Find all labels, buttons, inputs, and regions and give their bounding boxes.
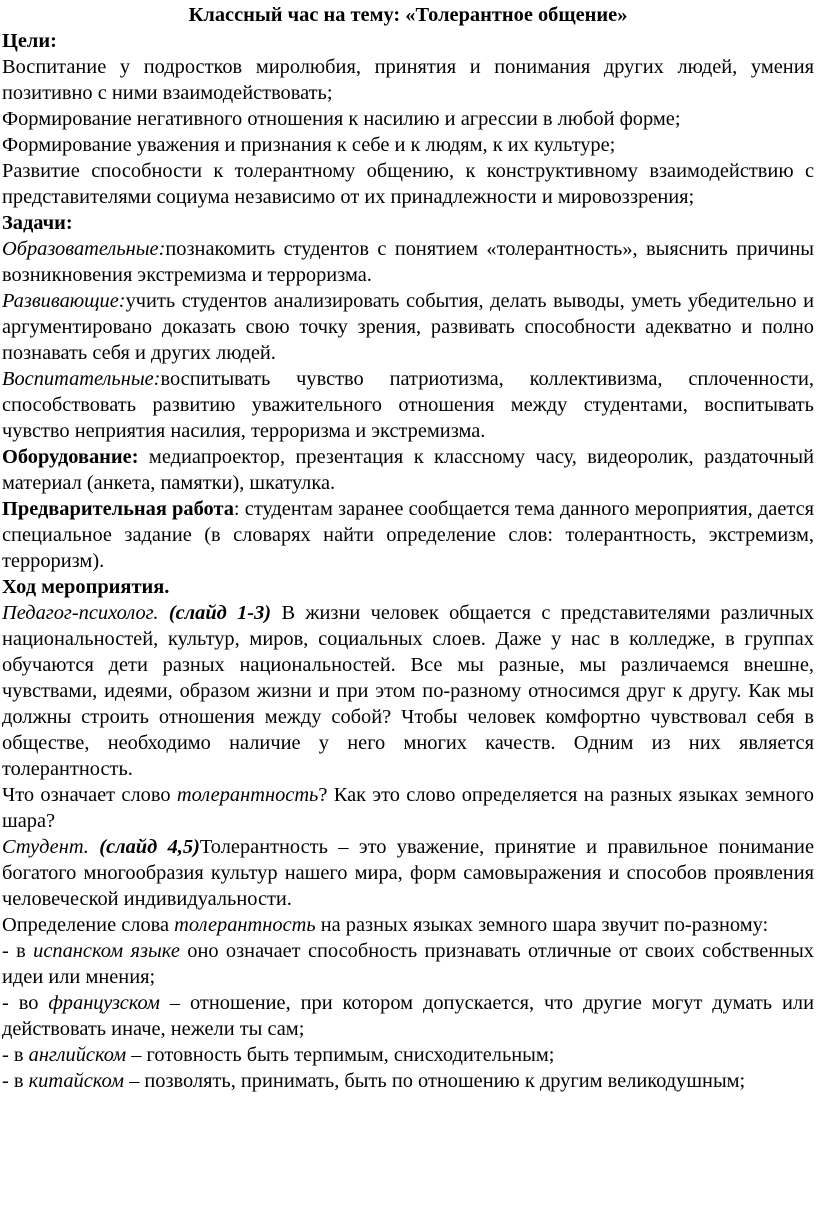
paragraph-text: Определение слова [2, 914, 175, 936]
task-educational [2, 236, 814, 288]
task-text: воспитывать чувство патриотизма, коллективизма, сплоченности, способствовать развитию уважительного отношения между студентами, воспитывать чувство неприятия насилия, терроризма и экстремизма. [2, 368, 814, 442]
language-name: испанском языке [33, 940, 180, 962]
student-paragraph [2, 834, 814, 912]
definition-intro-paragraph [2, 912, 814, 938]
paragraph-text: ? Как это слово определяется на разных языках земного шара? [2, 784, 814, 832]
task-label: Развивающие: [2, 290, 126, 312]
question-paragraph [2, 782, 814, 834]
language-name: английском [28, 1044, 127, 1066]
goal-item: Формирование негативного отношения к насилию и агрессии в любой форме; [2, 108, 681, 130]
equipment-paragraph [2, 444, 814, 496]
goal-item: Формирование уважения и признания к себе и к людям, к их культуре; [2, 134, 616, 156]
language-definition [2, 1068, 814, 1094]
task-text: учить студентов анализировать события, делать выводы, уметь убедительно и аргументировано доказать свою точку зрения, развивать способности адекватно и полно познавать себя и других людей. [2, 290, 814, 364]
paragraph-text: Что означает слово [2, 784, 177, 806]
list-prefix: - в [2, 1044, 29, 1066]
equipment-label: Оборудование: [2, 446, 139, 468]
slide-reference: (слайд 1-3) [158, 602, 272, 624]
task-developing [2, 288, 814, 366]
list-prefix: - в [2, 1070, 29, 1092]
language-definition [2, 990, 814, 1042]
task-upbringing [2, 366, 814, 444]
list-prefix: - в [2, 940, 34, 962]
definition-text: – отношение, при котором допускается, что другие могут думать или действовать иначе, нежели ты сам; [2, 992, 815, 1040]
task-text: познакомить студентов с понятием «толерантность», выяснить причины возникновения экстремизма и терроризма. [2, 238, 814, 286]
equipment-text: медиапроектор, презентация к классному часу, видеоролик, раздаточный материал (анкета, памятки), шкатулка. [2, 446, 814, 494]
task-label: Образовательные: [2, 238, 166, 260]
document-title: Классный час на тему: «Толерантное общение» [188, 4, 628, 26]
language-definition [2, 1042, 814, 1068]
emphasized-word: толерантность [174, 914, 316, 936]
preparation-label: Предварительная работа [2, 498, 234, 520]
preparation-paragraph [2, 496, 814, 574]
paragraph-text: Толерантность – это уважение, принятие и правильное понимание богатого многообразия культур нашего мира, форм самовыражения и способов проявления человеческой индивидуальности. [2, 836, 814, 910]
list-prefix: - во [2, 992, 49, 1014]
tasks-heading: Задачи: [2, 212, 73, 234]
goals-heading: Цели: [2, 30, 57, 52]
definition-text: – позволять, принимать, быть по отношению к другим великодушным; [123, 1070, 746, 1092]
task-label: Воспитательные: [2, 368, 161, 390]
language-name: французском [48, 992, 160, 1014]
definition-text: – готовность быть терпимым, снисходительным; [126, 1044, 555, 1066]
paragraph-text: В жизни человек общается с представителями различных национальностей, культур, миров, социальных слоев. Даже у нас в колледже, в группах обучаются дети разных национальностей. Все мы разные, мы различаемся внешне, чувствами, идеями, образом жизни и при этом по-разному относимся друг к другу. Как мы должны строить отношения между собой? Чтобы человек комфортно чувствовал себя в обществе, необходимо наличие у него многих качеств. Одним из них является толерантность. [2, 602, 814, 780]
goal-item: Воспитание у подростков миролюбия, принятия и понимания других людей, умения позитивно с ними взаимодействовать; [2, 56, 814, 104]
speaker-label: Студент. [2, 836, 89, 858]
slide-reference: (слайд 4,5) [88, 836, 200, 858]
language-name: китайском [28, 1070, 124, 1092]
definition-text: оно означает способность признавать отличные от своих собственных идеи или мнения; [2, 940, 814, 988]
procedure-heading: Ход мероприятия. [2, 576, 170, 598]
emphasized-word: толерантность [176, 784, 319, 806]
paragraph-text: на разных языках земного шара звучит по-разному: [315, 914, 769, 936]
preparation-text: : студентам заранее сообщается тема данного мероприятия, дается специальное задание (в словарях найти определение слов: толерантность, экстремизм, терроризм). [2, 498, 814, 572]
goal-item: Развитие способности к толерантному общению, к конструктивному взаимодействию с представителями социума независимо от их принадлежности и мировоззрения; [2, 160, 814, 208]
language-definition [2, 938, 814, 990]
speaker-label: Педагог-психолог. [2, 602, 159, 624]
teacher-paragraph [2, 600, 814, 782]
